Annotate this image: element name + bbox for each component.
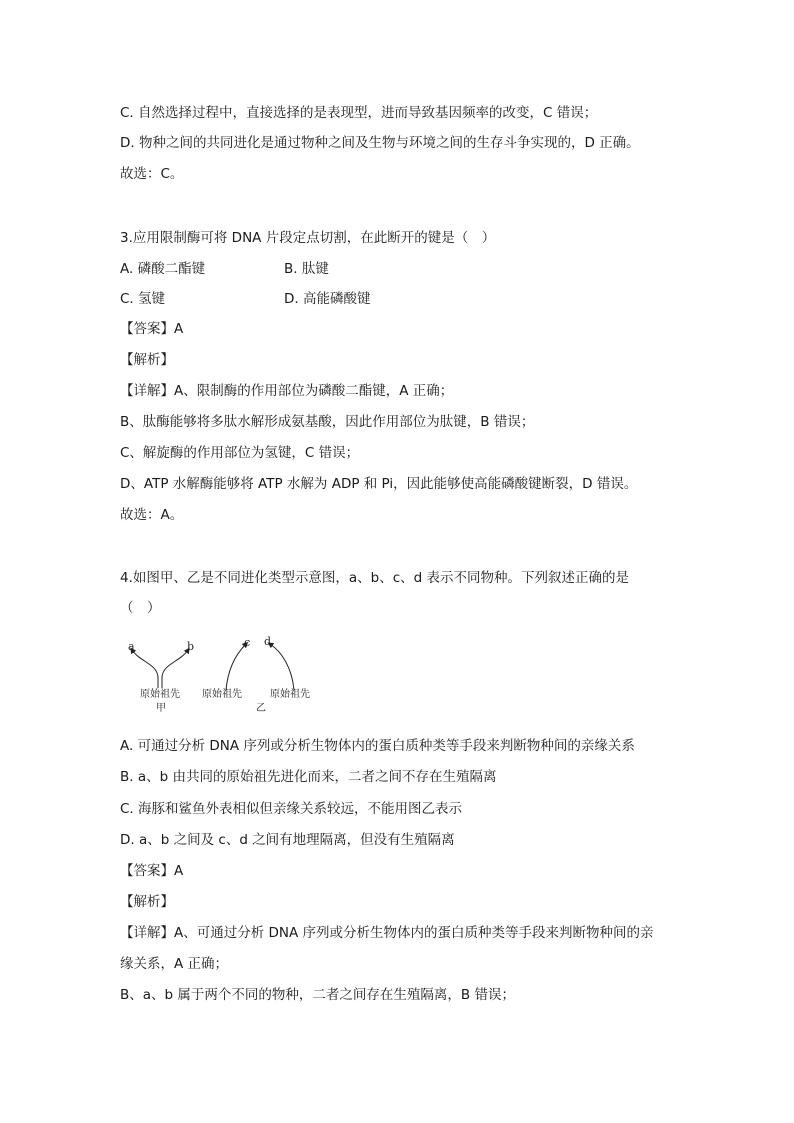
q4-option-c: C. 海豚和鲨鱼外表相似但亲缘关系较远，不能用图乙表示 <box>120 801 463 817</box>
q4-answer: 【答案】A <box>120 863 184 879</box>
q3-option-b: B. 肽键 <box>284 261 329 277</box>
jia-label-a: a <box>128 640 135 653</box>
evolution-diagram <box>120 634 350 714</box>
q4-option-a: A. 可通过分析 DNA 序列或分析生物体内的蛋白质种类等手段来判断物种间的亲缘关系 <box>120 738 635 754</box>
q4-stem-line1: 4.如图甲、乙是不同进化类型示意图，a、b、c、d 表示不同物种。下列叙述正确的是 <box>120 570 630 586</box>
jia-ancestor-label: 原始祖先 <box>140 689 180 700</box>
q4-detail-line1: 【详解】A、可通过分析 DNA 序列或分析生物体内的蛋白质种类等手段来判断物种间的亲 <box>120 925 654 941</box>
prev-option-c: C. 自然选择过程中，直接选择的是表现型，进而导致基因频率的改变，C 错误； <box>120 105 598 121</box>
jia-label-b: b <box>187 640 195 653</box>
q3-detail-d: D、ATP 水解酶能够将 ATP 水解为 ADP 和 Pi，因此能够使高能磷酸键断裂，D 错误。 <box>120 476 638 492</box>
q4-stem-line2: （ ） <box>120 600 161 616</box>
jia-figure-label: 甲 <box>156 703 166 714</box>
q4-option-b: B. a、b 由共同的原始祖先进化而来，二者之间不存在生殖隔离 <box>120 769 497 785</box>
q3-stem: 3.应用限制酶可将 DNA 片段定点切割，在此断开的键是（ ） <box>120 230 496 246</box>
prev-option-d: D. 物种之间的共同进化是通过物种之间及生物与环境之间的生存斗争实现的，D 正确。 <box>120 135 640 151</box>
jia-branch-a <box>132 650 158 678</box>
prev-conclusion: 故选：C。 <box>120 166 184 182</box>
q3-option-a: A. 磷酸二酯键 <box>120 261 206 277</box>
q3-detail-c: C、解旋酶的作用部位为氢键，C 错误； <box>120 445 360 461</box>
q4-analysis-heading: 【解析】 <box>120 894 174 910</box>
q3-conclusion: 故选：A。 <box>120 507 184 523</box>
yi-label-d: d <box>264 635 272 648</box>
q3-option-d: D. 高能磷酸键 <box>284 291 371 307</box>
q3-answer: 【答案】A <box>120 321 184 337</box>
q3-detail-a: 【详解】A、限制酶的作用部位为磷酸二酯键，A 正确； <box>120 383 454 399</box>
q4-option-d: D. a、b 之间及 c、d 之间有地理隔离，但没有生殖隔离 <box>120 832 455 848</box>
yi-branch-d <box>270 644 294 690</box>
yi-figure-label: 乙 <box>256 703 266 714</box>
yi-ancestor-right: 原始祖先 <box>270 689 310 700</box>
q3-analysis-heading: 【解析】 <box>120 352 174 368</box>
q3-detail-b: B、肽酶能够将多肽水解形成氨基酸，因此作用部位为肽键，B 错误； <box>120 414 535 430</box>
yi-ancestor-left: 原始祖先 <box>202 689 242 700</box>
jia-branch-b <box>162 650 188 678</box>
q4-detail-line3: B、a、b 属于两个不同的物种，二者之间存在生殖隔离，B 错误； <box>120 987 515 1003</box>
yi-branch-c <box>226 644 246 690</box>
q3-option-c: C. 氢键 <box>120 291 166 307</box>
yi-label-c: c <box>244 636 251 649</box>
q4-detail-line2: 缘关系，A 正确； <box>120 956 229 972</box>
